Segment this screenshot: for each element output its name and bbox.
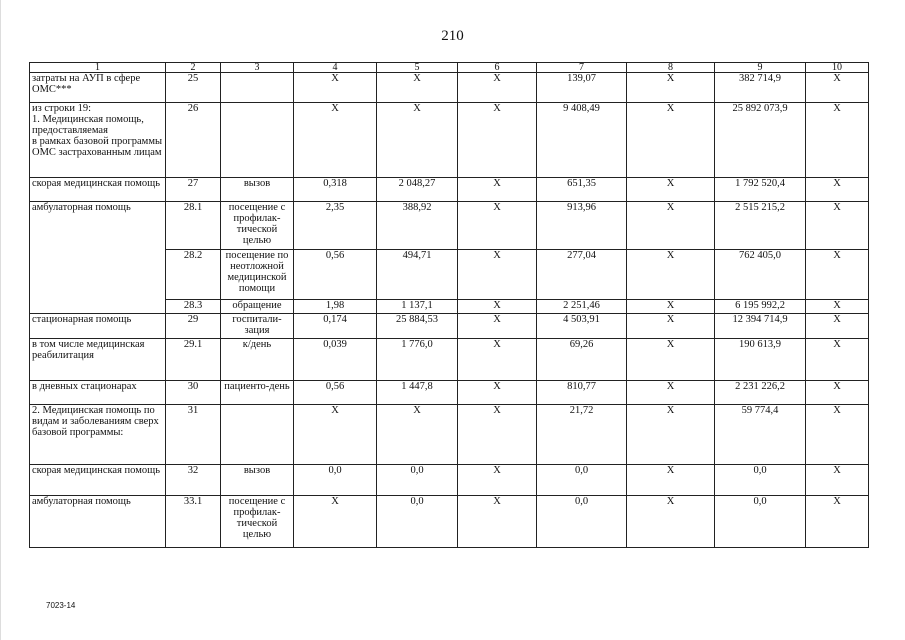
value-cell: 1 137,1 (377, 300, 458, 314)
value-cell: 0,56 (294, 250, 377, 300)
value-cell: Х (806, 405, 869, 465)
value-cell: Х (294, 496, 377, 548)
value-cell: 21,72 (537, 405, 627, 465)
column-number-row (30, 63, 869, 73)
value-cell: 0,56 (294, 381, 377, 405)
value-cell: 25 892 073,9 (715, 103, 806, 178)
value-cell: Х (458, 300, 537, 314)
value-cell: 25 884,53 (377, 314, 458, 339)
value-cell: 382 714,9 (715, 73, 806, 103)
value-cell: Х (627, 339, 715, 381)
value-cell: 0,318 (294, 178, 377, 202)
value-cell: Х (806, 465, 869, 496)
value-cell: 0,0 (715, 496, 806, 548)
column-number: 2 (166, 63, 221, 73)
value-cell: Х (458, 314, 537, 339)
unit-cell: посещение по неотложной медицинской помощи (221, 250, 294, 300)
value-cell: 6 195 992,2 (715, 300, 806, 314)
unit-cell: госпитали-зация (221, 314, 294, 339)
value-cell: Х (627, 103, 715, 178)
budget-table (29, 62, 869, 548)
value-cell: 0,174 (294, 314, 377, 339)
column-number: 10 (806, 63, 869, 73)
value-cell: Х (294, 103, 377, 178)
value-cell: Х (627, 405, 715, 465)
column-number: 6 (458, 63, 537, 73)
column-number: 8 (627, 63, 715, 73)
value-cell: Х (806, 178, 869, 202)
value-cell: 2,35 (294, 202, 377, 250)
value-cell: 0,0 (537, 465, 627, 496)
value-cell: 2 231 226,2 (715, 381, 806, 405)
row-label: стационарная помощь (30, 314, 166, 339)
value-cell: Х (806, 73, 869, 103)
row-code: 28.1 (166, 202, 221, 250)
table-row (30, 202, 869, 250)
value-cell: Х (806, 381, 869, 405)
unit-cell (221, 405, 294, 465)
value-cell: 0,0 (537, 496, 627, 548)
table-row (30, 405, 869, 465)
row-label-heading: из строки 19: 1. Медицинская помощь, предоставляемая в рамках базовой программы ОМС застрахованным лицам (32, 103, 163, 158)
value-cell: 810,77 (537, 381, 627, 405)
value-cell: Х (458, 405, 537, 465)
scan-edge (0, 0, 1, 640)
page-number: 210 (441, 28, 464, 44)
value-cell: Х (458, 496, 537, 548)
value-cell: 0,0 (377, 465, 458, 496)
value-cell: Х (627, 381, 715, 405)
value-cell: 762 405,0 (715, 250, 806, 300)
value-cell: 2 515 215,2 (715, 202, 806, 250)
value-cell: Х (806, 496, 869, 548)
row-label: в дневных стационарах (30, 381, 166, 405)
value-cell: Х (458, 103, 537, 178)
value-cell: Х (294, 73, 377, 103)
column-number: 1 (30, 63, 166, 73)
unit-cell (221, 73, 294, 103)
value-cell: Х (458, 250, 537, 300)
row-code: 27 (166, 178, 221, 202)
table-row (30, 381, 869, 405)
value-cell: 2 251,46 (537, 300, 627, 314)
row-code: 31 (166, 405, 221, 465)
value-cell: Х (294, 405, 377, 465)
table-row (30, 73, 869, 103)
value-cell: 651,35 (537, 178, 627, 202)
value-cell: Х (627, 314, 715, 339)
value-cell: Х (806, 250, 869, 300)
value-cell: 69,26 (537, 339, 627, 381)
row-code: 25 (166, 73, 221, 103)
unit-cell: к/день (221, 339, 294, 381)
table-row (30, 103, 869, 178)
value-cell: Х (377, 73, 458, 103)
unit-cell (221, 103, 294, 178)
footer-code: 7023-14 (46, 601, 76, 610)
column-number: 7 (537, 63, 627, 73)
value-cell: 0,0 (715, 465, 806, 496)
value-cell: 913,96 (537, 202, 627, 250)
unit-cell: вызов (221, 465, 294, 496)
column-number: 5 (377, 63, 458, 73)
row-code: 28.3 (166, 300, 221, 314)
value-cell: 1 776,0 (377, 339, 458, 381)
row-label: амбулаторная помощь (30, 496, 166, 548)
value-cell: Х (627, 202, 715, 250)
value-cell: 1 447,8 (377, 381, 458, 405)
table-row (30, 178, 869, 202)
value-cell: 0,0 (294, 465, 377, 496)
value-cell: 59 774,4 (715, 405, 806, 465)
value-cell: 494,71 (377, 250, 458, 300)
table-row (30, 339, 869, 381)
unit-cell: вызов (221, 178, 294, 202)
row-label (30, 103, 166, 178)
value-cell: Х (627, 250, 715, 300)
value-cell: 12 394 714,9 (715, 314, 806, 339)
table-row (30, 314, 869, 339)
value-cell: Х (806, 202, 869, 250)
row-code: 32 (166, 465, 221, 496)
value-cell: Х (806, 300, 869, 314)
row-code: 33.1 (166, 496, 221, 548)
table-row (30, 465, 869, 496)
unit-cell: посещение с профилак-тической целью (221, 202, 294, 250)
value-cell: Х (377, 405, 458, 465)
unit-cell: посещение с профилак-тической целью (221, 496, 294, 548)
value-cell: 1,98 (294, 300, 377, 314)
row-label: 2. Медицинская помощь по видам и заболеваниям сверх базовой программы: (30, 405, 166, 465)
table-row (30, 496, 869, 548)
value-cell: 0,039 (294, 339, 377, 381)
unit-cell: обращение (221, 300, 294, 314)
column-number: 4 (294, 63, 377, 73)
unit-cell: пациенто-день (221, 381, 294, 405)
value-cell: Х (377, 103, 458, 178)
row-label: скорая медицинская помощь (30, 465, 166, 496)
value-cell: 190 613,9 (715, 339, 806, 381)
value-cell: Х (458, 178, 537, 202)
row-code: 29.1 (166, 339, 221, 381)
value-cell: 139,07 (537, 73, 627, 103)
column-number: 9 (715, 63, 806, 73)
value-cell: 4 503,91 (537, 314, 627, 339)
value-cell: Х (806, 103, 869, 178)
row-label: в том числе медицинская реабилитация (30, 339, 166, 381)
column-number: 3 (221, 63, 294, 73)
value-cell: 9 408,49 (537, 103, 627, 178)
row-label: скорая медицинская помощь (30, 178, 166, 202)
row-label: амбулаторная помощь (30, 202, 166, 314)
value-cell: Х (627, 496, 715, 548)
value-cell: 277,04 (537, 250, 627, 300)
row-label: затраты на АУП в сфере ОМС*** (30, 73, 166, 103)
value-cell: Х (627, 300, 715, 314)
value-cell: Х (458, 465, 537, 496)
value-cell: 1 792 520,4 (715, 178, 806, 202)
value-cell: Х (806, 314, 869, 339)
row-code: 28.2 (166, 250, 221, 300)
value-cell: Х (806, 339, 869, 381)
value-cell: 0,0 (377, 496, 458, 548)
value-cell: Х (627, 73, 715, 103)
value-cell: Х (458, 73, 537, 103)
row-code: 30 (166, 381, 221, 405)
value-cell: Х (458, 381, 537, 405)
value-cell: Х (458, 339, 537, 381)
row-code: 26 (166, 103, 221, 178)
value-cell: Х (627, 465, 715, 496)
value-cell: Х (458, 202, 537, 250)
value-cell: Х (627, 178, 715, 202)
row-code: 29 (166, 314, 221, 339)
value-cell: 388,92 (377, 202, 458, 250)
value-cell: 2 048,27 (377, 178, 458, 202)
